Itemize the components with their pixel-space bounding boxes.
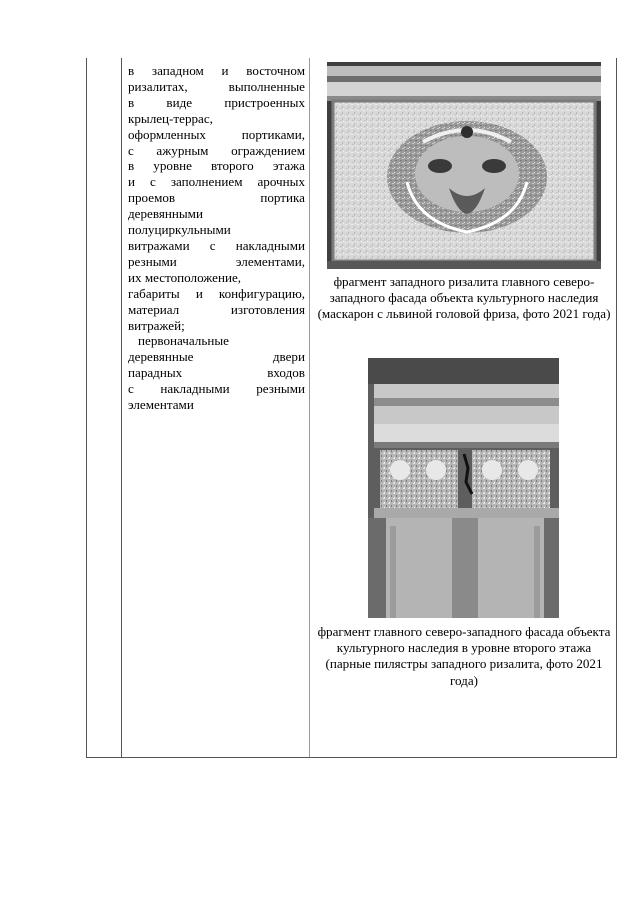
description-line: ризалитах, выполненные <box>128 78 305 94</box>
description-line: парадных входов <box>128 365 305 381</box>
description-line: с накладными резными <box>128 381 305 397</box>
description-line: крылец-террас, <box>128 110 213 126</box>
description-line: в западном и восточном <box>128 63 305 78</box>
description-line: и с заполнением арочных <box>128 174 305 190</box>
description-line: элементами <box>128 397 194 413</box>
photo-lion-mascaron <box>327 62 601 269</box>
table-bottom-border <box>86 757 617 758</box>
description-line: проемов портика <box>128 190 305 206</box>
description-line: резными элементами, <box>128 253 305 269</box>
description-line: деревянные двери <box>128 349 305 365</box>
description-line: в виде пристроенных <box>128 94 305 110</box>
description-line: витражами с накладными <box>128 237 305 253</box>
description-line: витражей; <box>128 317 185 333</box>
table-left-border <box>86 58 87 758</box>
table-column-divider-1 <box>121 58 122 758</box>
description-line: их местоположение, <box>128 269 242 285</box>
description-cell <box>128 63 305 413</box>
description-line: габариты и конфигурацию, <box>128 285 305 301</box>
photo1-caption: фрагмент западного ризалита главного северо-западного фасада объекта культурного наследия (маскарон с львиной головой фриза, фото 2021 года) <box>317 274 611 322</box>
photo2-caption: фрагмент главного северо-западного фасада объекта культурного наследия в уровне второго этажа (парные пилястры западного ризалита, фото 2021 года) <box>317 624 611 688</box>
description-line: материал изготовления <box>128 301 305 317</box>
description-line: полуциркульными <box>128 222 231 238</box>
description-line: деревянными <box>128 206 203 222</box>
description-line: в уровне второго этажа <box>128 158 305 174</box>
description-line: первоначальные <box>138 333 229 349</box>
table-column-divider-2 <box>309 58 310 758</box>
photo-paired-pilasters <box>368 358 559 618</box>
table-right-border <box>616 58 617 758</box>
description-line: с ажурным ограждением <box>128 142 305 158</box>
description-line: оформленных портиками, <box>128 126 305 142</box>
